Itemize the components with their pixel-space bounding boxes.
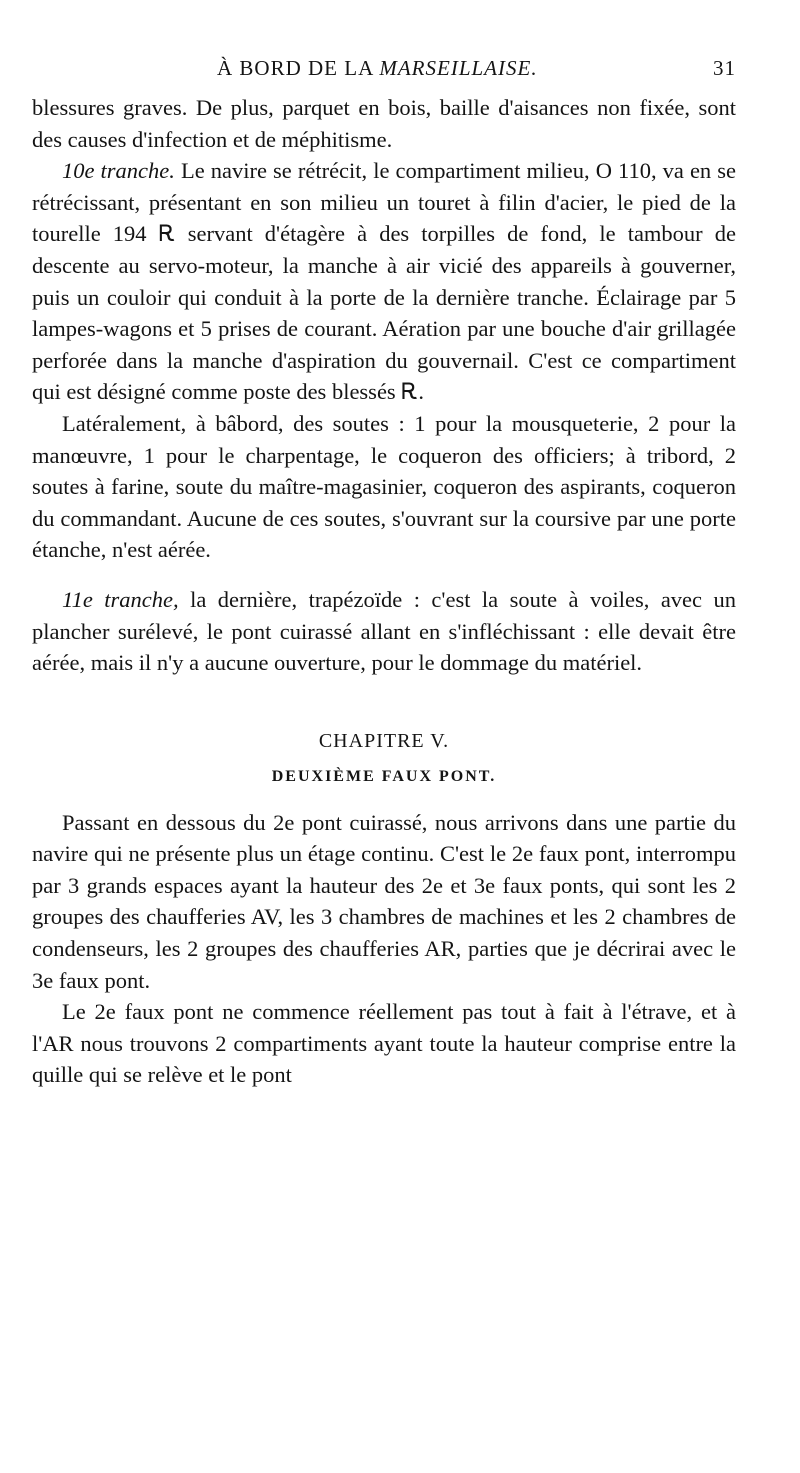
- paragraph: [32, 584, 736, 679]
- paragraph: [32, 155, 736, 408]
- page-body: [32, 92, 736, 1091]
- section-lead: 11e tranche,: [62, 586, 179, 612]
- paragraph-text: Le navire se rétrécit, le compartiment milieu, O 110, va en se rétrécissant, présentant en son milieu un touret à filin d'acier, le pied de la tourelle 194 Ꭱ servant d'étagère à des torpilles de fond, le tambour de descente au servo-moteur, la manche à air vicié des appareils à gouverner, puis un couloir qui conduit à la porte de la dernière tranche. Éclairage par 5 lampes-wagons et 5 prises de courant. Aération par une bouche d'air grillagée perforée dans la manche d'aspiration du gouvernail. C'est ce compartiment qui est désigné comme poste des blessés Ꭱ.: [32, 158, 736, 405]
- section-lead: 10e tranche.: [62, 158, 175, 184]
- paragraph-text: Latéralement, à bâbord, des soutes : 1 pour la mousqueterie, 2 pour la manœuvre, 1 pour le charpentage, le coqueron des officiers; à tribord, 2 soutes à farine, soute du maître-magasinier, coqueron des aspirants, coqueron du commandant. Aucune de ces soutes, s'ouvrant sur la coursive par une porte étanche, n'est aérée.: [32, 410, 736, 563]
- paragraph-text: la dernière, trapézoïde : c'est la soute à voiles, avec un plancher surélevé, le pont cuirassé allant en s'infléchissant : elle devait être aérée, mais il n'y a aucune ouverture, pour le dommage du matériel.: [32, 586, 736, 676]
- running-title-ship-name: MARSEILLAISE.: [379, 56, 538, 80]
- running-title: [217, 56, 538, 81]
- paragraph-text: blessures graves. De plus, parquet en bois, baille d'aisances non fixée, sont des causes d'infection et de méphitisme.: [32, 95, 736, 152]
- paragraph: [32, 996, 736, 1091]
- page-number: 31: [713, 56, 736, 80]
- paragraph-text: Passant en dessous du 2e pont cuirassé, nous arrivons dans une partie du navire qui ne présente plus un étage continu. C'est le 2e faux pont, interrompu par 3 grands espaces ayant la hauteur des 2e et 3e faux ponts, qui sont les 2 groupes des chaufferies AV, les 3 chambres de machines et les 2 chambres de condenseurs, les 2 groupes des chaufferies AR, parties que je décrirai avec le 3e faux pont.: [32, 809, 736, 993]
- chapter-subtitle: DEUXIÈME FAUX PONT.: [271, 767, 497, 785]
- running-title-prefix: À BORD DE LA: [217, 56, 380, 80]
- paragraph-text: Le 2e faux pont ne commence réellement pas tout à fait à l'étrave, et à l'AR nous trouvons 2 compartiments ayant toute la hauteur comprise entre la quille qui se relève et le pont: [32, 999, 736, 1088]
- page-header: [32, 52, 736, 86]
- chapter-title: CHAPITRE V.: [318, 729, 450, 752]
- paragraph: [32, 807, 736, 997]
- paragraph: [32, 408, 736, 566]
- paragraph: [32, 92, 736, 155]
